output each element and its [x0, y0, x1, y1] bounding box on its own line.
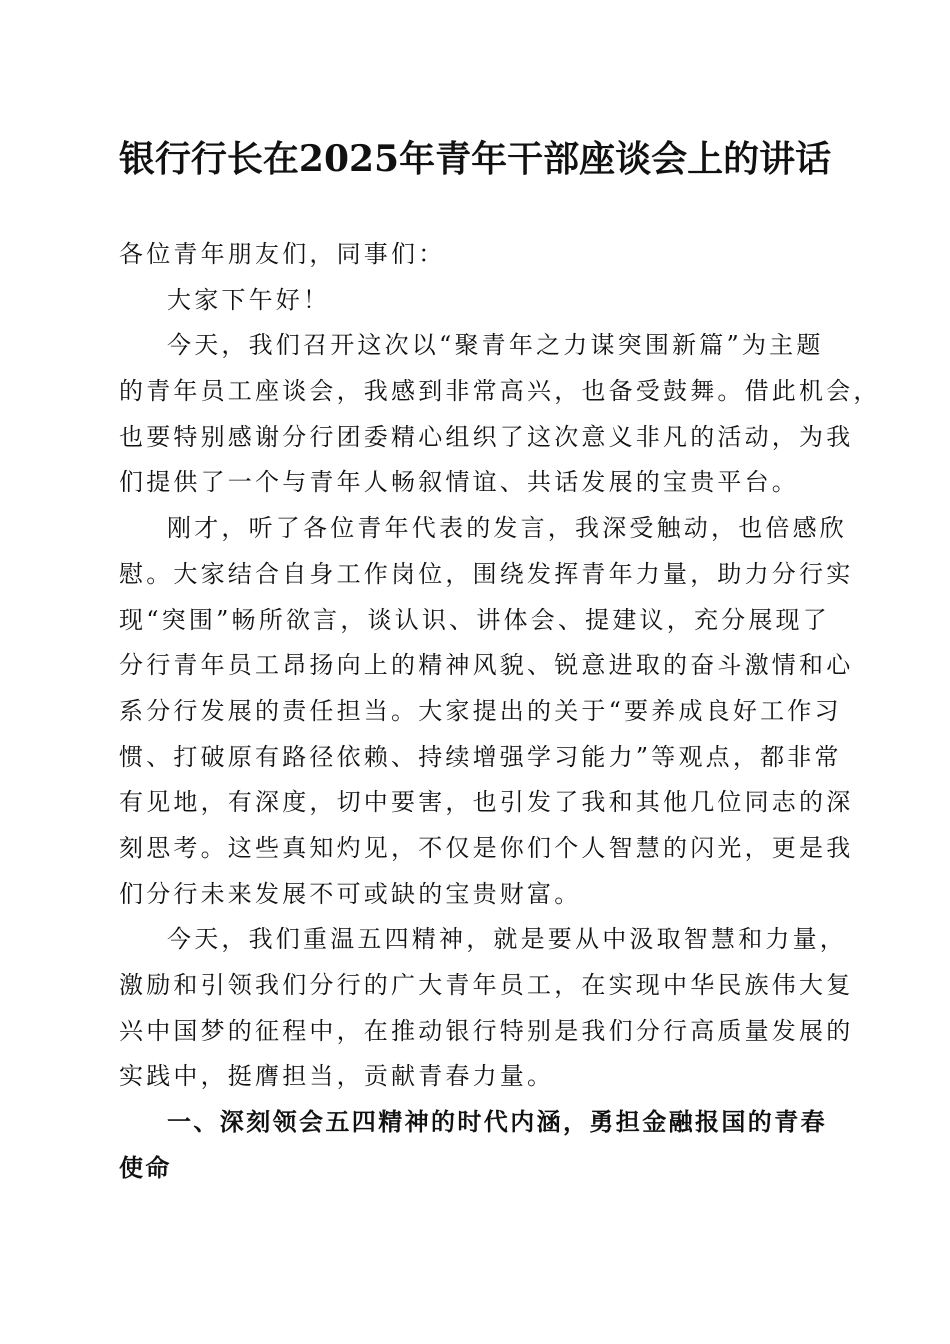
- paragraph-line: 实践中，挺膺担当，贡献青春力量。: [119, 1062, 555, 1091]
- paragraph-line: 分行青年员工昂扬向上的精神风貌、锐意进取的奋斗激情和心: [119, 651, 854, 680]
- paragraph-line: 慰。大家结合自身工作岗位，围绕发挥青年力量，助力分行实: [119, 559, 854, 588]
- paragraph-line: 刻思考。这些真知灼见，不仅是你们个人智慧的闪光，更是我: [119, 833, 854, 862]
- paragraph-line: 现“突围”畅所欲言，谈认识、讲体会、提建议，充分展现了: [119, 605, 830, 634]
- paragraph-line: 系分行发展的责任担当。大家提出的关于“要养成良好工作习: [119, 696, 842, 725]
- section-heading-line: 使命: [119, 1153, 172, 1182]
- greeting-line: 大家下午好！: [167, 285, 331, 314]
- section-heading-line: 一、深刻领会五四精神的时代内涵，勇担金融报国的青春: [167, 1108, 827, 1137]
- paragraph-line: 兴中国梦的征程中，在推动银行特别是我们分行高质量发展的: [119, 1016, 854, 1045]
- paragraph-line: 今天，我们召开这次以“聚青年之力谋突围新篇”为主题: [167, 331, 824, 360]
- paragraph-line: 的青年员工座谈会，我感到非常高兴，也备受鼓舞。借此机会，: [119, 377, 881, 406]
- document-title: 银行行长在2025年青年干部座谈会上的讲话: [118, 138, 832, 180]
- paragraph-line: 们分行未来发展不可或缺的宝贵财富。: [119, 879, 582, 908]
- paragraph-line: 刚才，听了各位青年代表的发言，我深受触动，也倍感欣: [167, 514, 847, 543]
- paragraph-line: 今天，我们重温五四精神，就是要从中汲取智慧和力量，: [167, 925, 847, 954]
- paragraph-line: 也要特别感谢分行团委精心组织了这次意义非凡的活动，为我: [119, 422, 854, 451]
- salutation-line: 各位青年朋友们，同事们：: [119, 240, 446, 268]
- paragraph-line: 惯、打破原有路径依赖、持续增强学习能力”等观点，都非常: [119, 742, 842, 771]
- document-body: [119, 232, 881, 1191]
- paragraph-line: 激励和引领我们分行的广大青年员工，在实现中华民族伟大复: [119, 971, 854, 999]
- paragraph-line: 们提供了一个与青年人畅叙情谊、共话发展的宝贵平台。: [119, 468, 799, 497]
- paragraph-line: 有见地，有深度，切中要害，也引发了我和其他几位同志的深: [119, 788, 854, 817]
